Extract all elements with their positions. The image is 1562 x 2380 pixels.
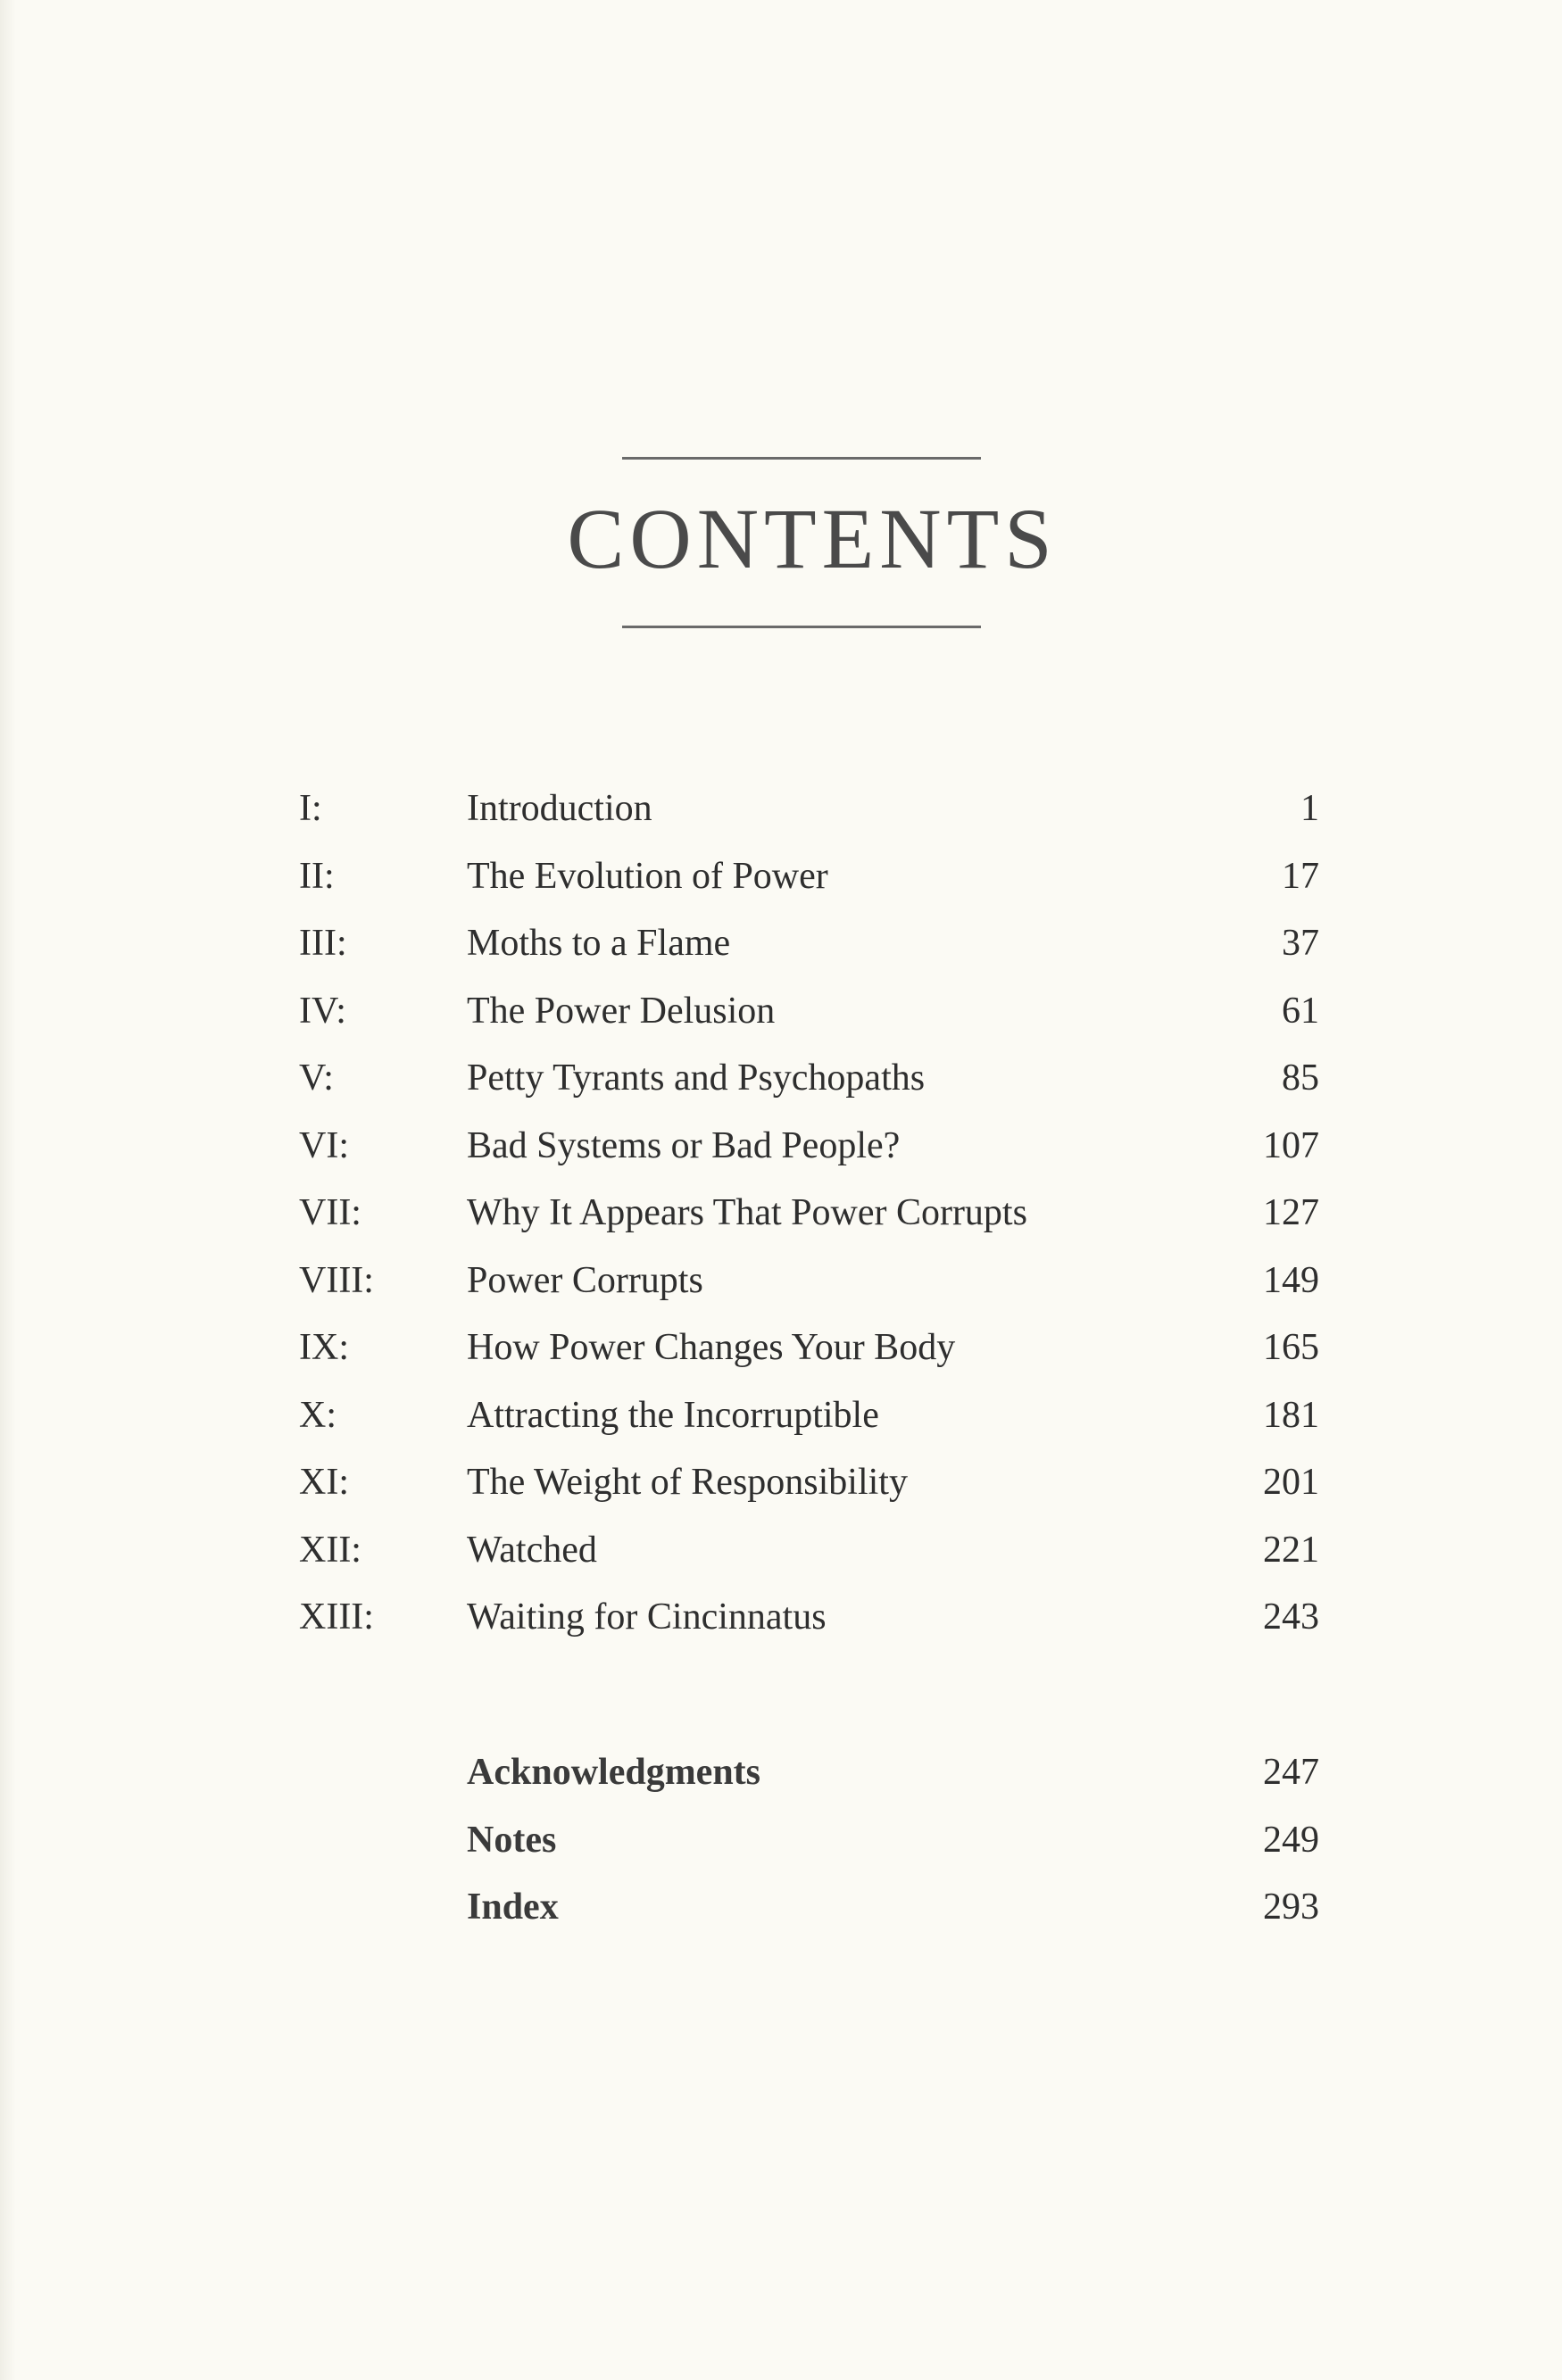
toc-entry[interactable] bbox=[0, 1523, 1562, 1577]
chapter-title: Watched bbox=[467, 1529, 597, 1571]
chapter-numeral: IV: bbox=[299, 990, 346, 1032]
toc-entry[interactable] bbox=[0, 1321, 1562, 1374]
chapter-numeral: VIII: bbox=[299, 1259, 374, 1301]
page-number: 221 bbox=[1263, 1529, 1319, 1571]
chapter-numeral: XIII: bbox=[299, 1596, 374, 1638]
chapter-title: Petty Tyrants and Psychopaths bbox=[467, 1057, 926, 1099]
toc-entry[interactable] bbox=[0, 1455, 1562, 1509]
toc-entry[interactable] bbox=[0, 984, 1562, 1038]
page-title: CONTENTS bbox=[567, 491, 1058, 586]
page-number: 165 bbox=[1263, 1327, 1319, 1368]
page-number: 149 bbox=[1263, 1259, 1319, 1301]
chapter-numeral: XII: bbox=[299, 1529, 361, 1571]
page-number: 181 bbox=[1263, 1394, 1319, 1436]
back-matter-title: Index bbox=[467, 1887, 559, 1928]
page-number: 127 bbox=[1263, 1192, 1319, 1233]
toc-entry[interactable] bbox=[0, 1254, 1562, 1307]
toc-entry[interactable] bbox=[0, 1119, 1562, 1173]
chapter-title: Introduction bbox=[467, 788, 652, 829]
chapter-numeral: I: bbox=[299, 788, 322, 829]
title-rule-bottom bbox=[622, 626, 981, 628]
page-number: 61 bbox=[1282, 990, 1319, 1032]
back-matter-entry[interactable] bbox=[0, 1746, 1562, 1799]
chapter-numeral: X: bbox=[299, 1394, 336, 1436]
chapter-title: The Power Delusion bbox=[467, 990, 776, 1032]
chapter-title: The Evolution of Power bbox=[467, 855, 828, 897]
chapter-numeral: VI: bbox=[299, 1124, 349, 1166]
page-number: 293 bbox=[1263, 1887, 1319, 1928]
toc-entry[interactable] bbox=[0, 850, 1562, 903]
toc-entry[interactable] bbox=[0, 916, 1562, 970]
toc-entry[interactable] bbox=[0, 1389, 1562, 1442]
back-matter-title: Acknowledgments bbox=[467, 1752, 761, 1793]
page-number: 107 bbox=[1263, 1124, 1319, 1166]
chapter-title: The Weight of Responsibility bbox=[467, 1462, 908, 1503]
page-number: 201 bbox=[1263, 1462, 1319, 1503]
chapter-title: How Power Changes Your Body bbox=[467, 1327, 956, 1368]
page-number: 37 bbox=[1282, 923, 1319, 964]
chapter-title: Attracting the Incorruptible bbox=[467, 1394, 879, 1436]
toc-entry[interactable] bbox=[0, 1051, 1562, 1105]
page-number: 249 bbox=[1263, 1819, 1319, 1861]
back-matter-entry[interactable] bbox=[0, 1813, 1562, 1867]
chapter-numeral: III: bbox=[299, 923, 347, 964]
chapter-numeral: IX: bbox=[299, 1327, 349, 1368]
page-number: 1 bbox=[1300, 788, 1319, 829]
chapter-title: Why It Appears That Power Corrupts bbox=[467, 1192, 1027, 1233]
page-number: 17 bbox=[1282, 855, 1319, 897]
toc-entry[interactable] bbox=[0, 1590, 1562, 1644]
toc-entry[interactable] bbox=[0, 782, 1562, 835]
chapter-numeral: VII: bbox=[299, 1192, 361, 1233]
title-rule-top bbox=[622, 457, 981, 460]
toc-entry[interactable] bbox=[0, 1186, 1562, 1240]
back-matter-title: Notes bbox=[467, 1819, 557, 1861]
back-matter-entry[interactable] bbox=[0, 1880, 1562, 1934]
chapter-numeral: XI: bbox=[299, 1462, 349, 1503]
chapter-title: Moths to a Flame bbox=[467, 923, 731, 964]
chapter-title: Power Corrupts bbox=[467, 1259, 703, 1301]
chapter-title: Waiting for Cincinnatus bbox=[467, 1596, 827, 1638]
chapter-title: Bad Systems or Bad People? bbox=[467, 1124, 901, 1166]
page-number: 247 bbox=[1263, 1752, 1319, 1793]
chapter-numeral: V: bbox=[299, 1057, 334, 1099]
page-number: 243 bbox=[1263, 1596, 1319, 1638]
chapter-numeral: II: bbox=[299, 855, 335, 897]
page-number: 85 bbox=[1282, 1057, 1319, 1099]
